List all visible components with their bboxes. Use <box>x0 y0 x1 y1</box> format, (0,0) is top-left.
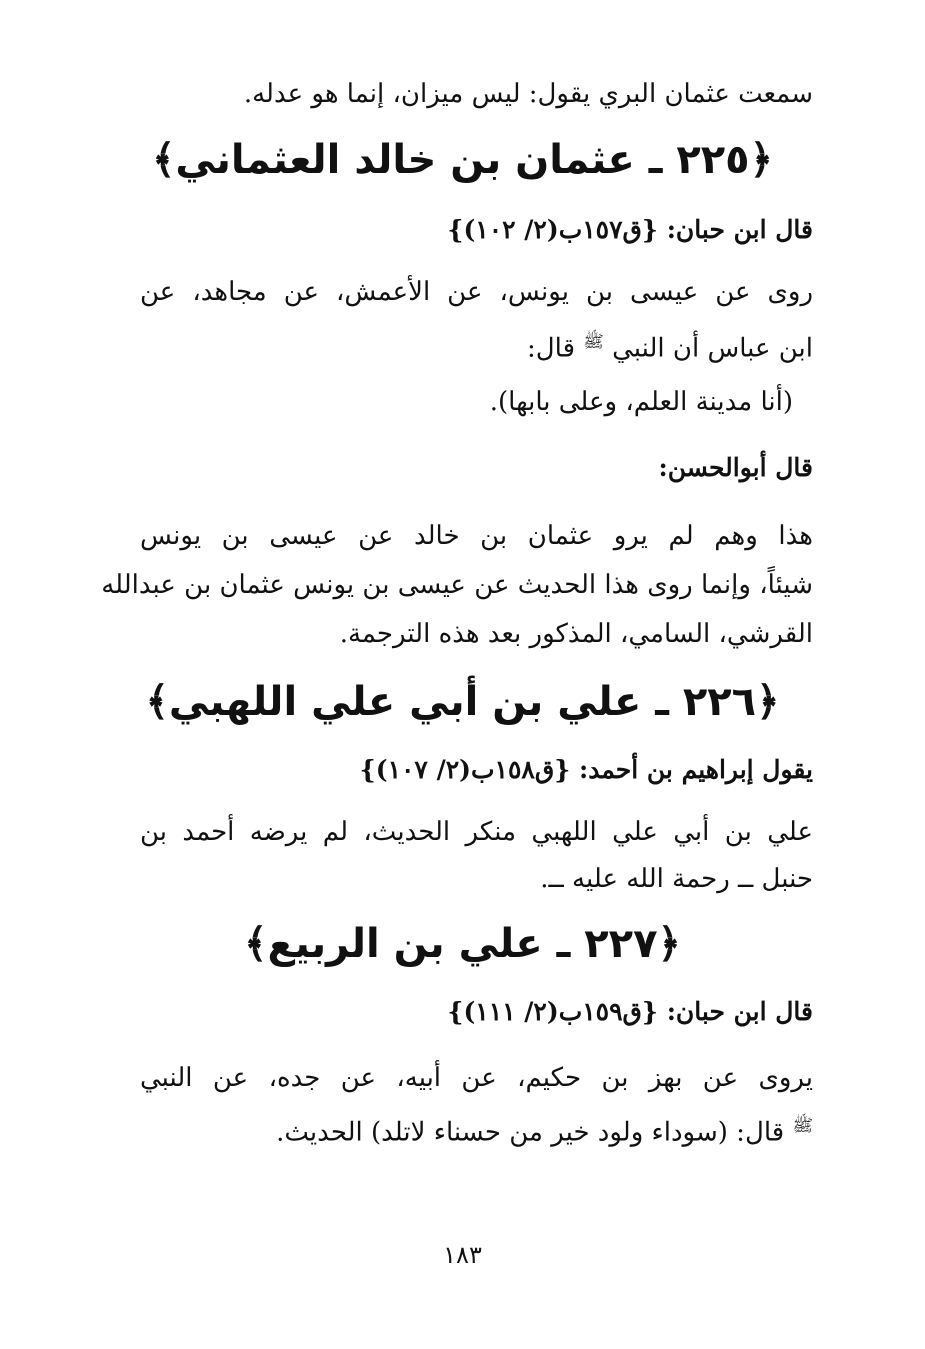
entry-heading-226: ﴿٢٢٦ ـ علي بن أبي علي اللهبي﴾ <box>145 679 780 725</box>
entry-heading-227: ﴿٢٢٧ ـ علي بن الربيع﴾ <box>244 921 681 967</box>
text-line <box>140 1106 813 1153</box>
salla-ligature: ﷺ <box>792 1116 813 1136</box>
text-line: القرشي، السامي، المذكور بعد هذه الترجمة. <box>339 619 813 649</box>
section-label: قال أبوالحسن: <box>658 453 813 482</box>
text-fragment: ابن عباس أن النبي <box>612 333 813 364</box>
salla-ligature: ﷺ <box>583 332 604 352</box>
text-line: حنبل ــ رحمة الله عليه ــ. <box>540 864 813 894</box>
text-line: سمعت عثمان البري يقول: ليس ميزان، إنما هو عدله. <box>243 79 813 109</box>
text-line: يروى عن بهز بن حكيم، عن أبيه، عن جده، عن النبي <box>140 1063 813 1093</box>
text-line: شيئاً، وإنما روى هذا الحديث عن عيسى بن يونس عثمان بن عبدالله <box>101 570 813 600</box>
source-line-227: قال ابن حبان: {ق١٥٩ب(٢/ ١١١)} <box>447 997 813 1026</box>
source-line-226: يقول إبراهيم بن أحمد: {ق١٥٨ب(٢/ ١٠٧)} <box>359 755 813 784</box>
entry-heading-225: ﴿٢٢٥ ـ عثمان بن خالد العثماني﴾ <box>151 137 773 183</box>
text-line: روى عن عيسى بن يونس، عن الأعمش، عن مجاهد، عن <box>140 277 813 307</box>
text-fragment: قال: <box>527 333 576 364</box>
hadith-quote: (أنا مدينة العلم، وعلى بابها). <box>489 387 793 417</box>
text-line <box>140 322 813 369</box>
text-line: هذا وهم لم يرو عثمان بن خالد عن عيسى بن يونس <box>140 521 813 551</box>
page-number: ١٨٣ <box>443 1241 482 1269</box>
text-fragment: قال: (سوداء ولود خير من حسناء لاتلد) الحديث. <box>276 1117 785 1148</box>
source-line-225: قال ابن حبان: {ق١٥٧ب(٢/ ١٠٢)} <box>447 215 813 244</box>
text-line: علي بن أبي علي اللهبي منكر الحديث، لم يرضه أحمد بن <box>140 817 813 847</box>
